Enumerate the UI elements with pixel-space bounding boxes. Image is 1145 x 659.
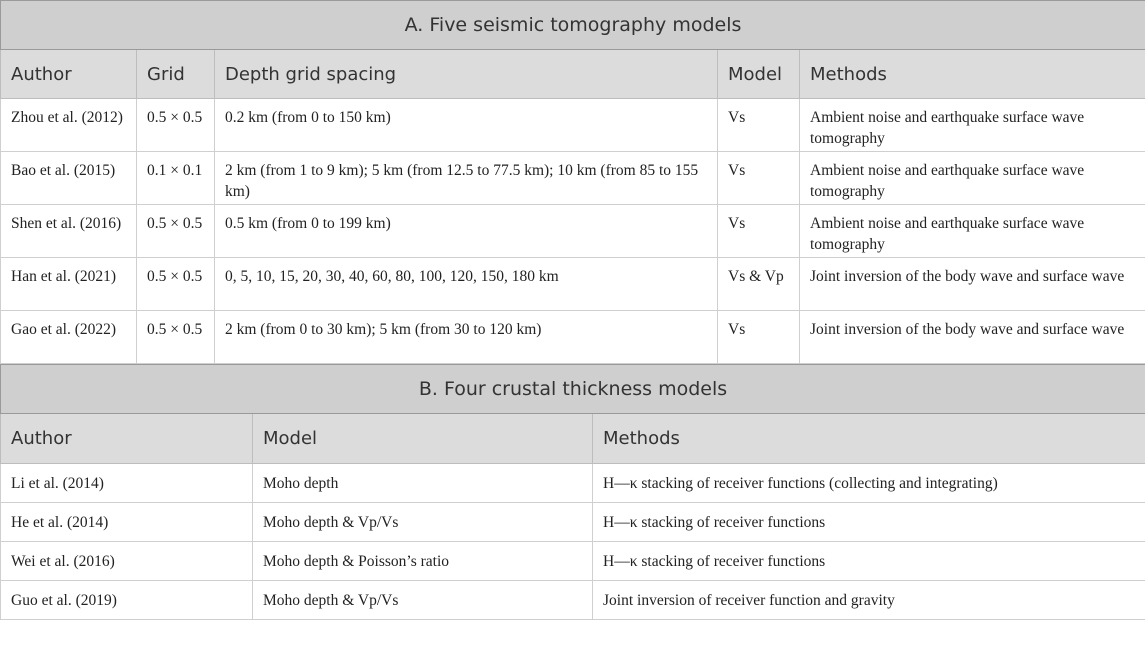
- cell-depth: 2 km (from 0 to 30 km); 5 km (from 30 to 120 km): [215, 311, 718, 364]
- section-b-title: B. Four crustal thickness models: [1, 365, 1145, 414]
- header-author: Author: [1, 414, 253, 464]
- cell-model: Vs: [718, 152, 800, 205]
- cell-author: Han et al. (2021): [1, 258, 137, 311]
- cell-author: Bao et al. (2015): [1, 152, 137, 205]
- table-row: [1, 152, 1145, 205]
- table-row: [1, 258, 1145, 311]
- cell-author: Li et al. (2014): [1, 464, 253, 503]
- header-model: Model: [253, 414, 593, 464]
- cell-methods: H—κ stacking of receiver functions: [593, 542, 1145, 581]
- header-methods: Methods: [593, 414, 1145, 464]
- header-author: Author: [1, 50, 137, 99]
- cell-author: He et al. (2014): [1, 503, 253, 542]
- cell-depth: 0, 5, 10, 15, 20, 30, 40, 60, 80, 100, 120, 150, 180 km: [215, 258, 718, 311]
- table-row: [1, 99, 1145, 152]
- header-depth-grid-spacing: Depth grid spacing: [215, 50, 718, 99]
- table-row: [1, 542, 1145, 581]
- header-model: Model: [718, 50, 800, 99]
- cell-model: Moho depth & Vp/Vs: [253, 503, 593, 542]
- cell-author: Shen et al. (2016): [1, 205, 137, 258]
- cell-methods: H—κ stacking of receiver functions: [593, 503, 1145, 542]
- crustal-thickness-table: [0, 364, 1145, 620]
- cell-depth: 2 km (from 1 to 9 km); 5 km (from 12.5 to 77.5 km); 10 km (from 85 to 155 km): [215, 152, 718, 205]
- table-row: [1, 464, 1145, 503]
- cell-methods: Ambient noise and earthquake surface wave tomography: [800, 152, 1145, 205]
- cell-methods: Ambient noise and earthquake surface wave tomography: [800, 99, 1145, 152]
- table-row: [1, 503, 1145, 542]
- cell-methods: Joint inversion of the body wave and surface wave: [800, 258, 1145, 311]
- cell-model: Vs: [718, 205, 800, 258]
- table-row: [1, 311, 1145, 364]
- cell-grid: 0.5 × 0.5: [137, 258, 215, 311]
- cell-methods: H—κ stacking of receiver functions (collecting and integrating): [593, 464, 1145, 503]
- header-methods: Methods: [800, 50, 1145, 99]
- cell-model: Vs & Vp: [718, 258, 800, 311]
- table-row: [1, 205, 1145, 258]
- table-row: [1, 581, 1145, 620]
- cell-author: Gao et al. (2022): [1, 311, 137, 364]
- cell-grid: 0.1 × 0.1: [137, 152, 215, 205]
- cell-depth: 0.2 km (from 0 to 150 km): [215, 99, 718, 152]
- cell-model: Moho depth & Poisson’s ratio: [253, 542, 593, 581]
- cell-model: Moho depth: [253, 464, 593, 503]
- cell-model: Vs: [718, 99, 800, 152]
- cell-model: Vs: [718, 311, 800, 364]
- cell-model: Moho depth & Vp/Vs: [253, 581, 593, 620]
- cell-author: Zhou et al. (2012): [1, 99, 137, 152]
- cell-grid: 0.5 × 0.5: [137, 311, 215, 364]
- cell-methods: Ambient noise and earthquake surface wave tomography: [800, 205, 1145, 258]
- cell-depth: 0.5 km (from 0 to 199 km): [215, 205, 718, 258]
- section-a-title: A. Five seismic tomography models: [1, 1, 1145, 50]
- cell-grid: 0.5 × 0.5: [137, 205, 215, 258]
- cell-author: Wei et al. (2016): [1, 542, 253, 581]
- cell-author: Guo et al. (2019): [1, 581, 253, 620]
- cell-methods: Joint inversion of the body wave and surface wave: [800, 311, 1145, 364]
- cell-methods: Joint inversion of receiver function and gravity: [593, 581, 1145, 620]
- header-grid: Grid: [137, 50, 215, 99]
- cell-grid: 0.5 × 0.5: [137, 99, 215, 152]
